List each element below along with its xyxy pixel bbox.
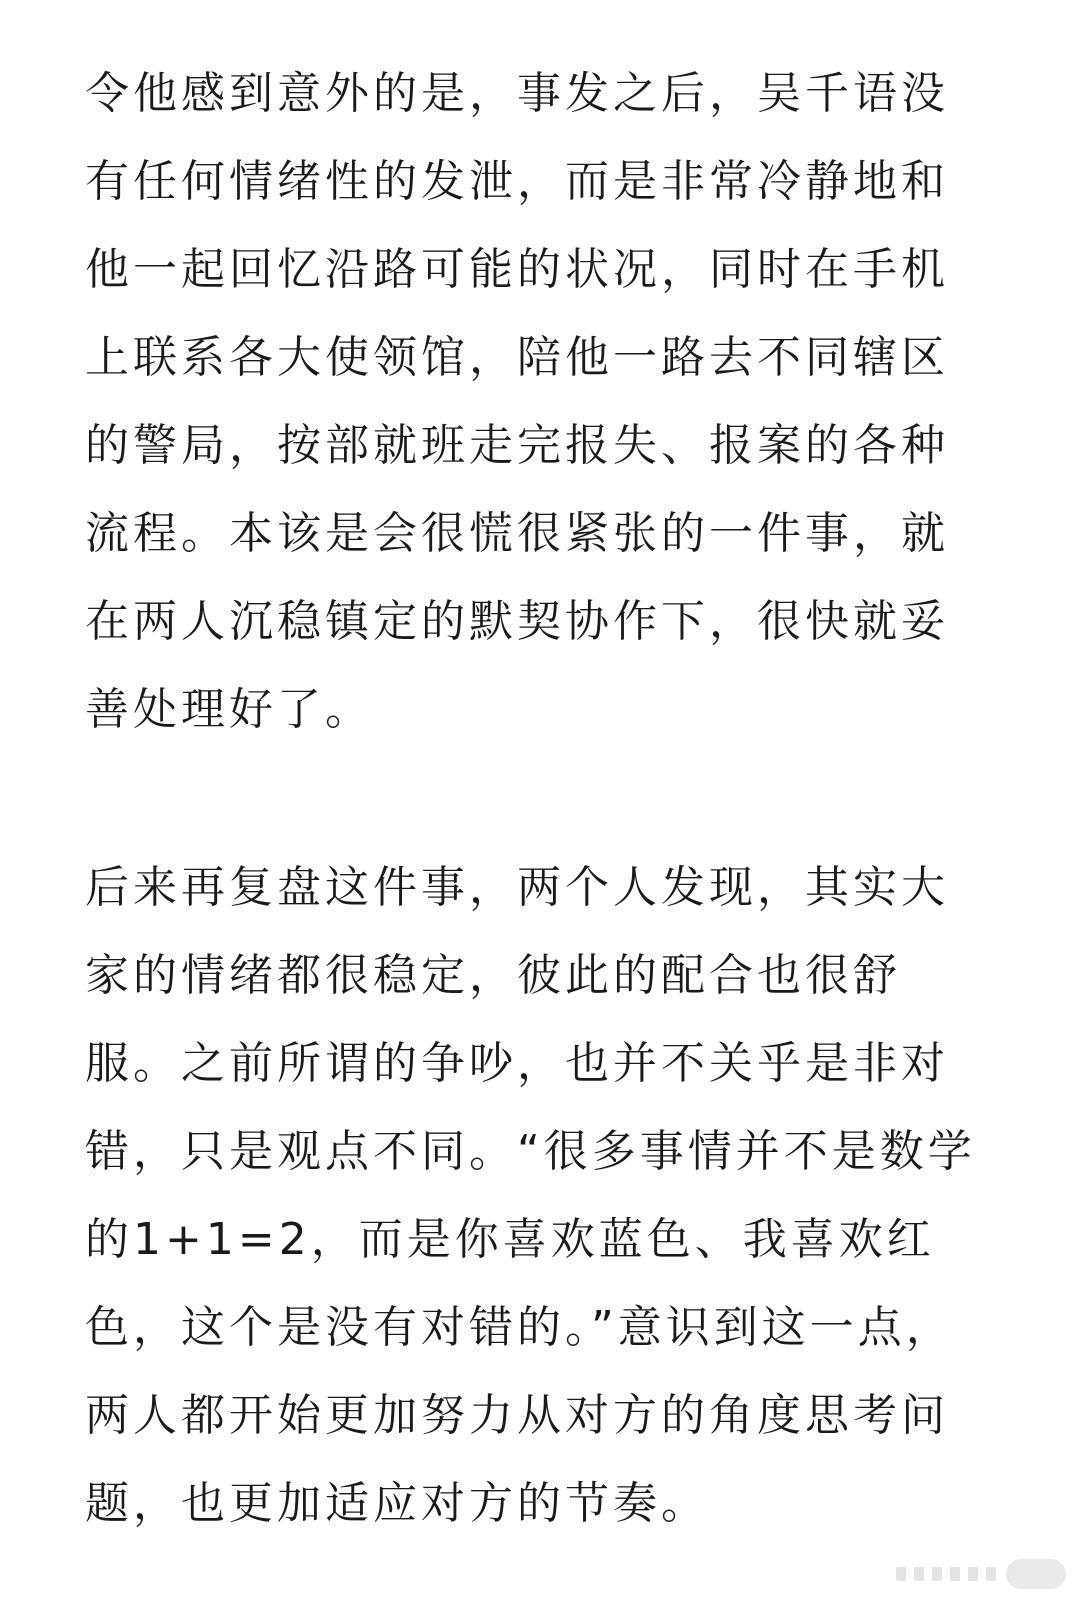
- watermark-text-blur: [896, 1567, 996, 1581]
- paragraph-1: [85, 50, 985, 754]
- text-line: 两人都开始更加努力从对方的角度思考问: [85, 1390, 949, 1441]
- text-line: 他一起回忆沿路可能的状况，同时在手机: [85, 244, 949, 295]
- text-line: 家的情绪都很稳定，彼此的配合也很舒: [85, 950, 901, 1001]
- text-line: 题，也更加适应对方的节奏。: [85, 1478, 709, 1529]
- paragraph-spacer: [85, 754, 985, 844]
- text-line: 错，只是观点不同。“很多事情并不是数学: [85, 1126, 976, 1177]
- text-line: 在两人沉稳镇定的默契协作下，很快就妥: [85, 596, 949, 647]
- text-line: 服。之前所谓的争吵，也并不关乎是非对: [85, 1038, 949, 1089]
- text-line: 的1+1=2，而是你喜欢蓝色、我喜欢红: [85, 1214, 935, 1265]
- paragraph-2: [85, 844, 985, 1548]
- text-line: 有任何情绪性的发泄，而是非常冷静地和: [85, 156, 949, 207]
- text-line: 上联系各大使领馆，陪他一路去不同辖区: [85, 332, 949, 383]
- text-line: 后来再复盘这件事，两个人发现，其实大: [85, 862, 949, 913]
- text-line: 令他感到意外的是，事发之后，吴千语没: [85, 68, 949, 119]
- article-body: [85, 50, 985, 1548]
- text-line: 流程。本该是会很慌很紧张的一件事，就: [85, 508, 949, 559]
- text-line: 善处理好了。: [85, 684, 373, 735]
- weibo-watermark-icon: [896, 1557, 1066, 1591]
- watermark-logo-icon: [1006, 1559, 1066, 1589]
- text-line: 色，这个是没有对错的。”意识到这一点，: [85, 1302, 954, 1353]
- text-line: 的警局，按部就班走完报失、报案的各种: [85, 420, 949, 471]
